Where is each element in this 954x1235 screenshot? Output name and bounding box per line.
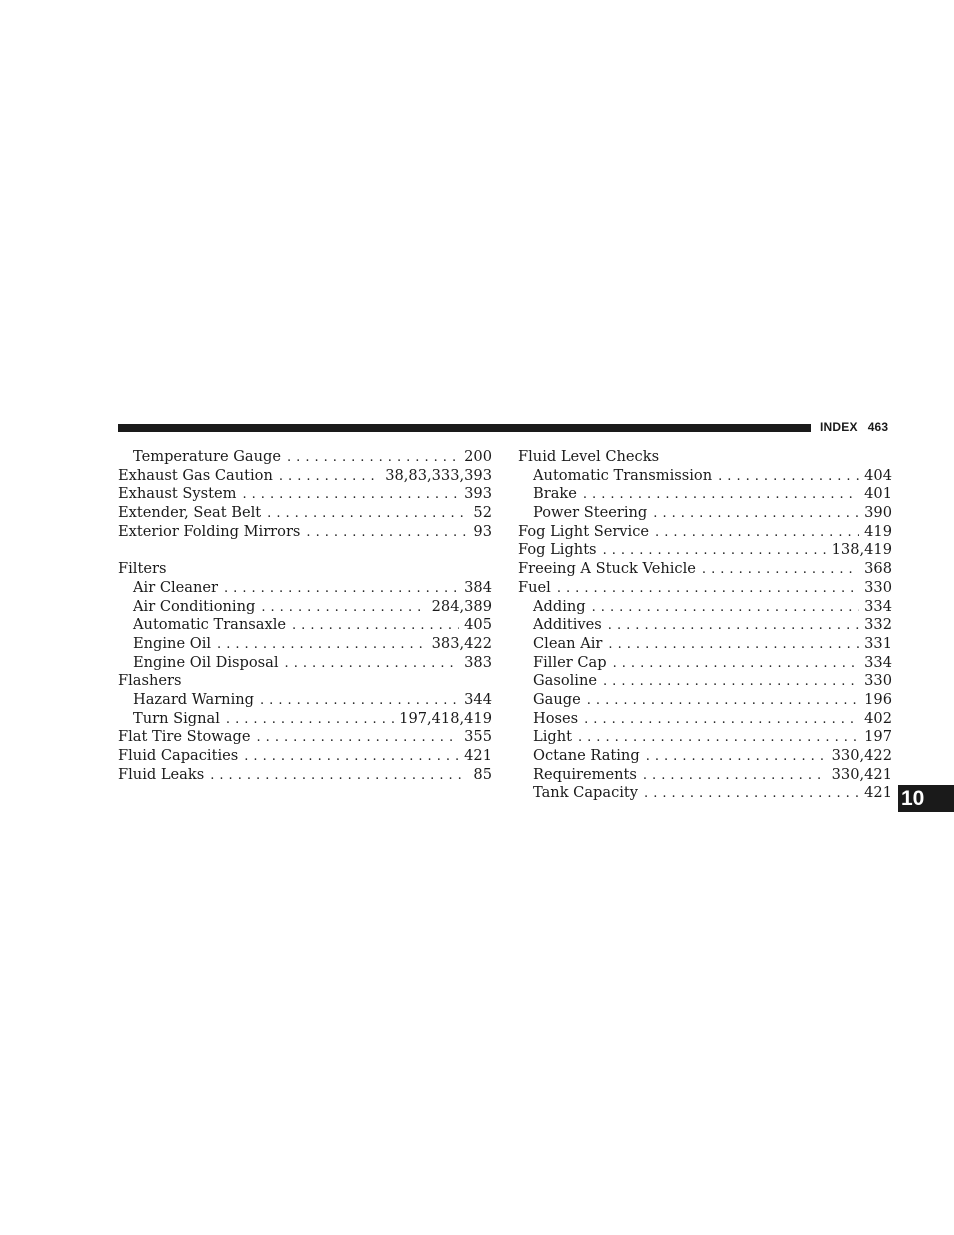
entry-term: Additives	[533, 616, 602, 634]
entry-term: Adding	[533, 597, 586, 615]
dot-leader	[244, 748, 459, 767]
entry-pages: 421	[464, 747, 492, 764]
index-subentry	[118, 579, 492, 598]
dot-leader	[718, 468, 859, 487]
entry-term: Filler Cap	[533, 653, 607, 671]
dot-leader	[217, 636, 427, 655]
entry-pages: 331	[864, 634, 892, 652]
entry-term: Gauge	[533, 690, 581, 708]
entry-term: Hoses	[533, 709, 579, 727]
index-subentry	[118, 710, 492, 729]
dot-leader	[224, 580, 459, 599]
index-entry	[118, 504, 492, 523]
entry-pages: 404	[864, 466, 892, 484]
index-subentry	[118, 691, 492, 710]
entry-term: Flashers	[118, 672, 182, 690]
entry-term: Exterior Folding Mirrors	[118, 522, 301, 540]
dot-leader	[279, 468, 380, 487]
entry-term: Turn Signal	[133, 709, 220, 727]
index-subentry	[518, 747, 892, 766]
index-subentry	[518, 485, 892, 504]
dot-leader	[267, 505, 468, 524]
page-number: 463	[867, 420, 889, 434]
index-column-left	[118, 448, 492, 784]
index-entry	[118, 523, 492, 542]
index-subentry	[118, 448, 492, 467]
entry-pages: 197	[864, 728, 892, 746]
entry-pages: 405	[464, 616, 492, 634]
entry-term: Fluid Level Checks	[518, 448, 660, 465]
entry-pages: 330,422	[831, 747, 892, 764]
entry-pages: 330	[864, 672, 892, 690]
entry-term: Filters	[118, 560, 167, 578]
dot-leader	[646, 748, 827, 767]
entry-pages: 334	[864, 597, 892, 615]
index-entry	[118, 728, 492, 747]
index-entry	[118, 467, 492, 486]
running-header	[820, 420, 888, 434]
entry-term: Air Cleaner	[133, 578, 219, 596]
index-subentry	[518, 728, 892, 747]
entry-pages: 138,419	[831, 541, 892, 559]
dot-leader	[210, 767, 468, 786]
dot-leader	[587, 692, 859, 711]
entry-term: Clean Air	[533, 634, 603, 652]
index-subentry	[518, 766, 892, 785]
entry-pages: 368	[864, 560, 892, 578]
index-subentry	[118, 635, 492, 654]
dot-leader	[603, 542, 827, 561]
entry-term: Fuel	[518, 578, 551, 596]
dot-leader	[655, 524, 859, 543]
entry-term: Air Conditioning	[133, 597, 256, 615]
index-entry	[118, 766, 492, 785]
index-column-right	[518, 448, 892, 803]
dot-leader	[584, 711, 859, 730]
entry-term: Fluid Capacities	[118, 747, 239, 764]
dot-leader	[644, 785, 859, 804]
entry-pages: 419	[864, 522, 892, 540]
dot-leader	[287, 449, 459, 468]
entry-pages: 330,421	[831, 765, 892, 783]
entry-term: Octane Rating	[533, 747, 640, 764]
dot-leader	[260, 692, 459, 711]
entry-pages: 344	[464, 690, 492, 708]
index-subentry	[518, 691, 892, 710]
index-subentry	[118, 598, 492, 617]
entry-pages: 421	[864, 784, 892, 802]
dot-leader	[603, 673, 859, 692]
dot-leader	[292, 617, 459, 636]
dot-leader	[592, 599, 860, 618]
index-entry	[518, 523, 892, 542]
index-subentry	[518, 784, 892, 803]
entry-term: Tank Capacity	[533, 784, 639, 802]
index-heading	[518, 448, 892, 467]
dot-leader	[306, 524, 468, 543]
index-subentry	[518, 598, 892, 617]
entry-pages: 390	[864, 504, 892, 522]
entry-term: Exhaust System	[118, 485, 237, 503]
index-heading	[118, 672, 492, 691]
dot-leader	[285, 655, 460, 674]
dot-leader	[261, 599, 426, 618]
entry-term: Light	[533, 728, 572, 746]
entry-pages: 93	[473, 522, 492, 540]
entry-pages: 383,422	[431, 634, 492, 652]
entry-term: Power Steering	[533, 504, 648, 522]
entry-term: Extender, Seat Belt	[118, 504, 262, 522]
dot-leader	[702, 561, 859, 580]
entry-pages: 355	[464, 728, 492, 746]
entry-term: Fog Light Service	[518, 522, 650, 540]
entry-pages: 284,389	[431, 597, 492, 615]
entry-term: Fog Lights	[518, 541, 597, 559]
entry-term: Fluid Leaks	[118, 765, 205, 783]
entry-pages: 402	[864, 709, 892, 727]
index-entry	[118, 747, 492, 766]
entry-pages: 401	[864, 485, 892, 503]
index-subentry	[518, 672, 892, 691]
dot-leader	[256, 729, 459, 748]
entry-term: Temperature Gauge	[133, 448, 281, 465]
entry-term: Brake	[533, 485, 577, 503]
entry-term: Automatic Transmission	[533, 466, 713, 484]
entry-spacer	[118, 541, 492, 560]
dot-leader	[583, 486, 859, 505]
entry-term: Engine Oil Disposal	[133, 653, 279, 671]
entry-term: Requirements	[533, 765, 637, 783]
entry-pages: 200	[464, 448, 492, 465]
dot-leader	[613, 655, 860, 674]
entry-pages: 334	[864, 653, 892, 671]
index-subentry	[518, 616, 892, 635]
entry-pages: 383	[464, 653, 492, 671]
index-entry	[118, 485, 492, 504]
entry-term: Hazard Warning	[133, 690, 254, 708]
index-subentry	[118, 616, 492, 635]
entry-term: Automatic Transaxle	[133, 616, 287, 634]
entry-term: Flat Tire Stowage	[118, 728, 251, 746]
entry-pages: 196	[864, 690, 892, 708]
entry-term: Gasoline	[533, 672, 598, 690]
index-subentry	[518, 654, 892, 673]
dot-leader	[653, 505, 859, 524]
index-entry	[518, 579, 892, 598]
entry-term: Freeing A Stuck Vehicle	[518, 560, 696, 578]
dot-leader	[643, 767, 827, 786]
chapter-tab: 10	[898, 785, 954, 812]
dot-leader	[608, 636, 859, 655]
index-subentry	[518, 467, 892, 486]
index-heading	[118, 560, 492, 579]
header-rule	[118, 424, 811, 432]
entry-pages: 384	[464, 578, 492, 596]
entry-pages: 52	[473, 504, 492, 522]
entry-pages: 393	[464, 485, 492, 503]
section-label: INDEX	[820, 420, 858, 434]
entry-pages: 332	[864, 616, 892, 634]
dot-leader	[226, 711, 394, 730]
index-subentry	[518, 635, 892, 654]
index-subentry	[518, 710, 892, 729]
entry-term: Engine Oil	[133, 634, 212, 652]
entry-pages: 38,83,333,393	[385, 466, 492, 484]
index-entry	[518, 541, 892, 560]
dot-leader	[608, 617, 859, 636]
dot-leader	[242, 486, 459, 505]
index-subentry	[518, 504, 892, 523]
index-subentry	[118, 654, 492, 673]
entry-pages: 85	[473, 765, 492, 783]
dot-leader	[557, 580, 859, 599]
entry-term: Exhaust Gas Caution	[118, 466, 273, 484]
entry-pages: 330	[864, 578, 892, 596]
dot-leader	[578, 729, 859, 748]
index-entry	[518, 560, 892, 579]
entry-pages: 197,418,419	[399, 709, 492, 727]
